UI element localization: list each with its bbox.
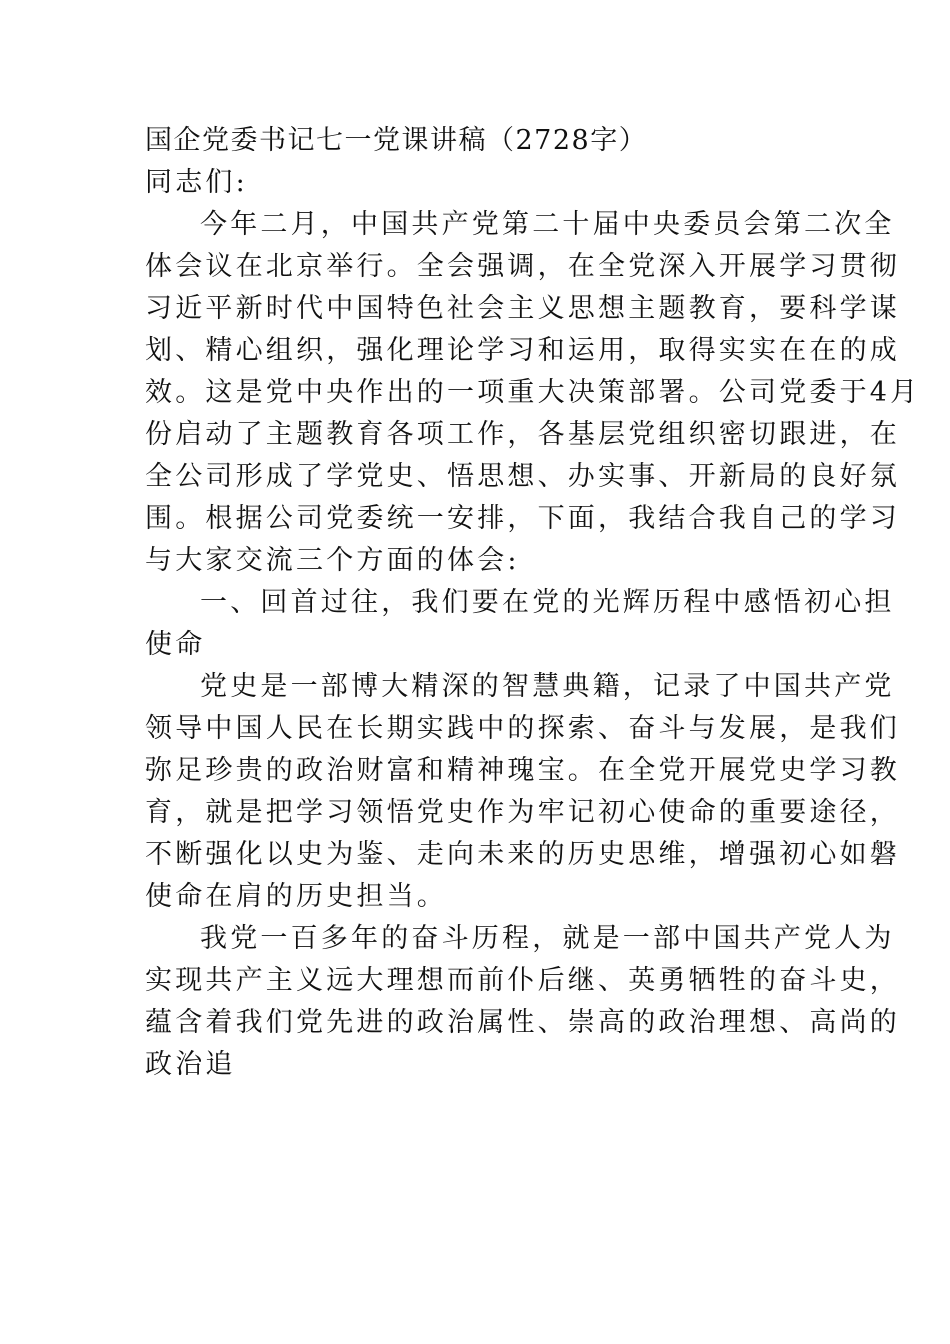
text-line: 领导中国人民在长期实践中的探索、奋斗与发展，是我们 xyxy=(145,713,900,744)
text-line: 效。这是党中央作出的一项重大决策部署。公司党委于4月 xyxy=(145,377,921,408)
section-heading: 一、回首过往，我们要在党的光辉历程中感悟初心担 xyxy=(200,587,895,618)
text-line: 习近平新时代中国特色社会主义思想主题教育，要科学谋 xyxy=(145,293,900,324)
text-line: 全公司形成了学党史、悟思想、办实事、开新局的良好氛 xyxy=(145,461,900,492)
section-heading-continued: 使命 xyxy=(145,629,206,660)
text-line: 实现共产主义远大理想而前仆后继、英勇牺牲的奋斗史， xyxy=(145,965,900,996)
document-title: 国企党委书记七一党课讲稿（2728字） xyxy=(145,125,648,156)
text-line: 政治追 xyxy=(145,1049,236,1080)
text-line: 份启动了主题教育各项工作，各基层党组织密切跟进，在 xyxy=(145,419,900,450)
text-line: 弥足珍贵的政治财富和精神瑰宝。在全党开展党史学习教 xyxy=(145,755,900,786)
text-line: 今年二月，中国共产党第二十届中央委员会第二次全 xyxy=(200,209,895,240)
text-line: 与大家交流三个方面的体会: xyxy=(145,545,520,576)
document-body xyxy=(145,120,921,1086)
text-line: 我党一百多年的奋斗历程，就是一部中国共产党人为 xyxy=(200,923,895,954)
text-line: 党史是一部博大精深的智慧典籍，记录了中国共产党 xyxy=(200,671,895,702)
text-line: 围。根据公司党委统一安排，下面，我结合我自己的学习 xyxy=(145,503,900,534)
text-line: 划、精心组织，强化理论学习和运用，取得实实在在的成 xyxy=(145,335,900,366)
text-line: 蕴含着我们党先进的政治属性、崇高的政治理想、高尚的 xyxy=(145,1007,900,1038)
text-line: 不断强化以史为鉴、走向未来的历史思维，增强初心如磐 xyxy=(145,839,900,870)
text-line: 体会议在北京举行。全会强调，在全党深入开展学习贯彻 xyxy=(145,251,900,282)
salutation: 同志们: xyxy=(145,167,248,198)
text-line: 使命在肩的历史担当。 xyxy=(145,881,447,912)
text-line: 育，就是把学习领悟党史作为牢记初心使命的重要途径， xyxy=(145,797,900,828)
